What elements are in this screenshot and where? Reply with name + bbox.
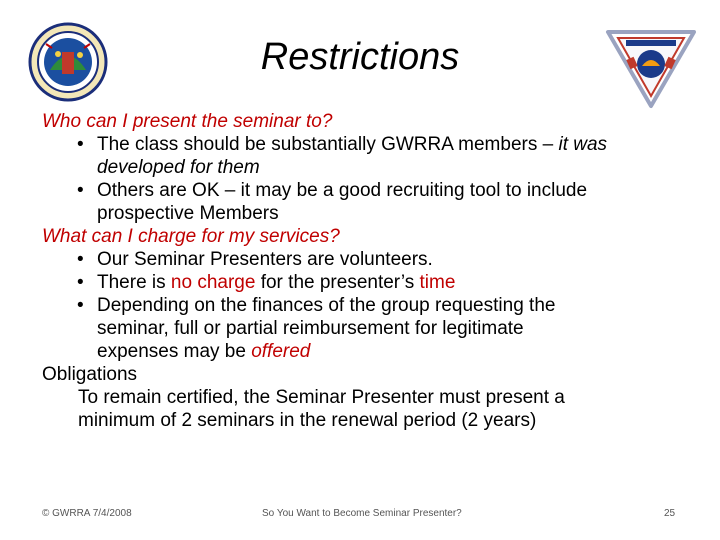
question-heading: Who can I present the seminar to?: [42, 111, 333, 132]
bullet-continuation: [42, 340, 692, 363]
bullet-text: There is: [97, 272, 171, 293]
page-number: 25: [664, 508, 676, 519]
bullet-emphasis: it was: [558, 134, 608, 155]
bullet-text: expenses may be: [97, 341, 252, 362]
slide-body: [42, 110, 692, 432]
list-item: [42, 294, 692, 317]
list-item: [42, 248, 692, 271]
highlight-text: time: [419, 272, 456, 293]
bullet-continuation: seminar, full or partial reimbursement for legitimate: [97, 318, 524, 339]
rider-association-triangle-logo-icon: [604, 26, 698, 110]
bullet-text: Our Seminar Presenters are volunteers.: [97, 249, 433, 270]
slide-title: Restrictions: [260, 36, 460, 78]
footer-copyright: © GWRRA 7/4/2008: [42, 508, 132, 519]
section-heading: Obligations: [42, 364, 138, 385]
bullet-text: Others are OK – it may be a good recruiting tool to include: [97, 180, 588, 201]
bullet-continuation: developed for them: [97, 157, 260, 178]
list-item: [42, 133, 692, 156]
highlight-text: no charge: [170, 272, 256, 293]
gwrra-seal-icon: [28, 22, 108, 102]
paragraph-line: minimum of 2 seminars in the renewal period (2 years): [78, 410, 537, 431]
paragraph-line: To remain certified, the Seminar Presenter must present a: [78, 387, 565, 408]
bullet-icon: •: [77, 295, 84, 316]
bullet-continuation: prospective Members: [97, 203, 279, 224]
bullet-icon: •: [77, 272, 84, 293]
bullet-icon: •: [77, 134, 84, 155]
bullet-text: Depending on the finances of the group requesting the: [97, 295, 556, 316]
question-heading: What can I charge for my services?: [42, 226, 340, 247]
bullet-icon: •: [77, 180, 84, 201]
highlight-text: offered: [251, 341, 311, 362]
list-item: [42, 271, 692, 294]
bullet-text: The class should be substantially GWRRA members –: [97, 134, 559, 155]
list-item: [42, 179, 692, 202]
bullet-text: for the presenter’s: [255, 272, 420, 293]
bullet-icon: •: [77, 249, 84, 270]
footer-title: So You Want to Become Seminar Presenter?: [262, 508, 462, 519]
